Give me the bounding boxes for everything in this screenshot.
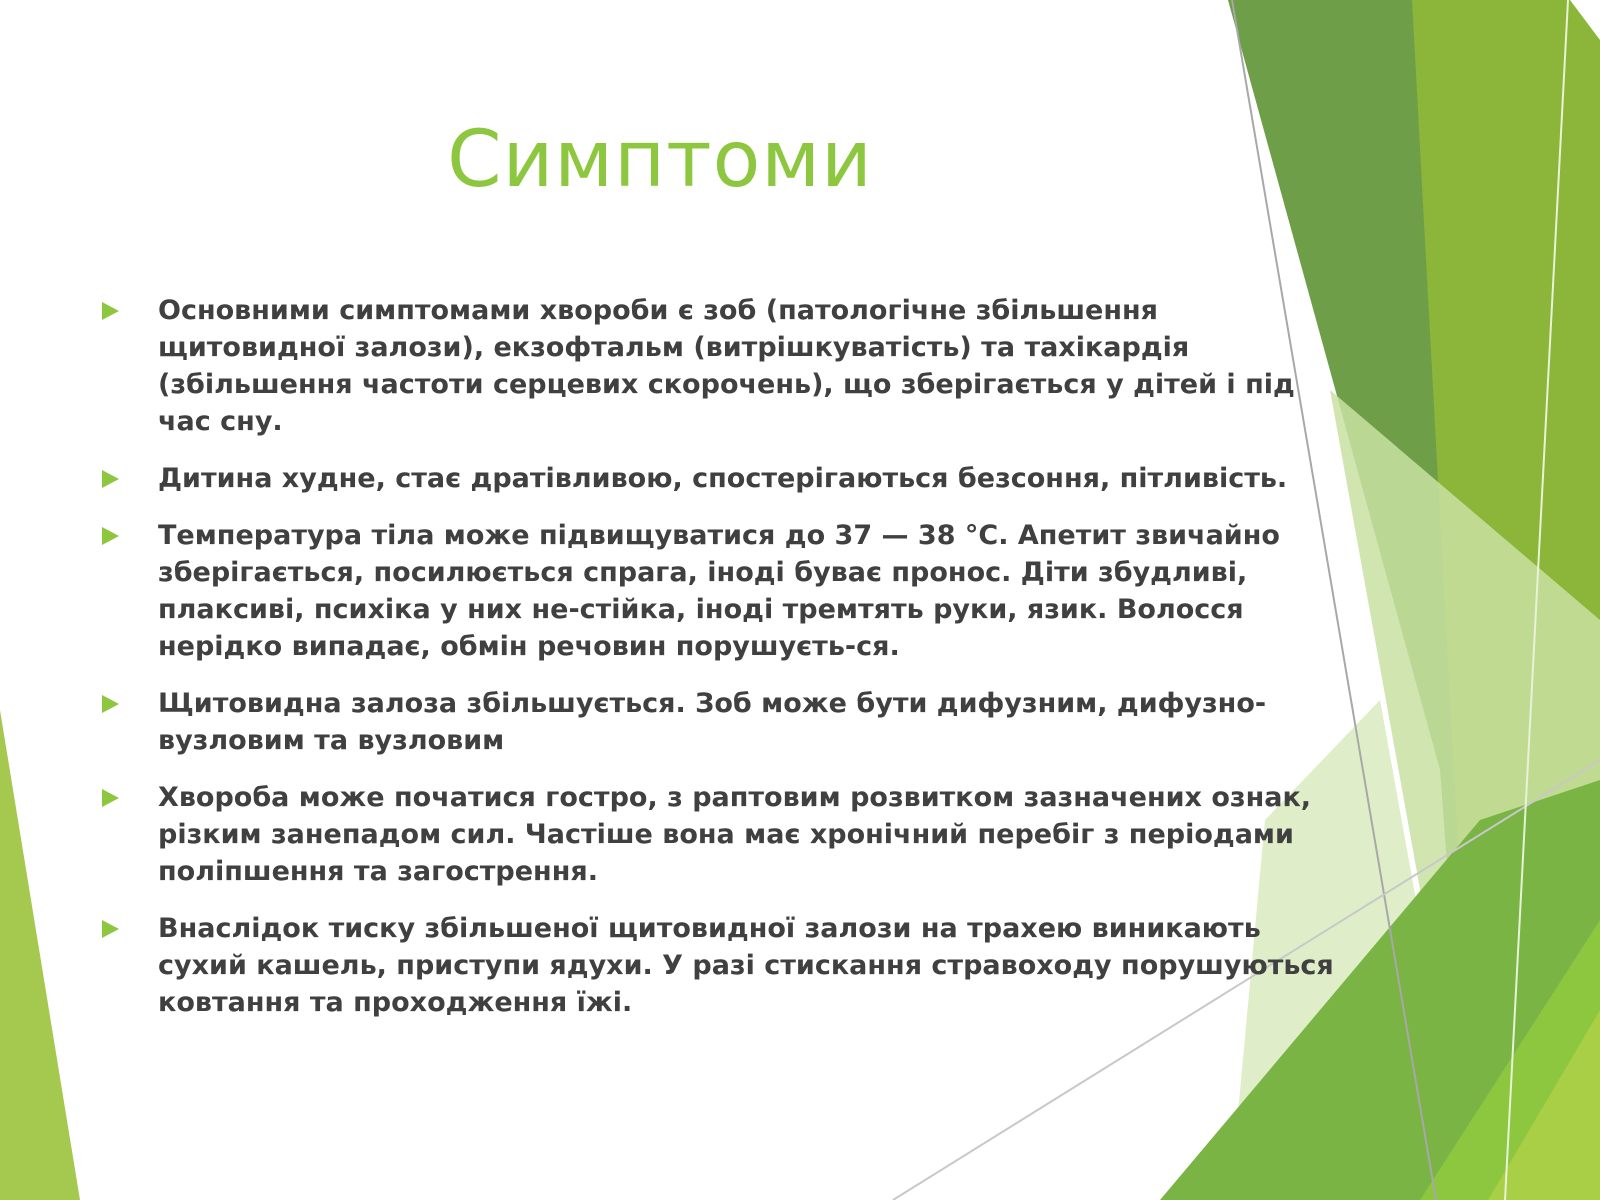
bullet-item — [98, 910, 1338, 1021]
bullet-item — [98, 292, 1338, 440]
bullet-text: Дитина худне, стає дратівливою, спостерігаються безсоння, пітливість. — [158, 463, 1288, 494]
triangle-right-icon — [102, 302, 119, 320]
triangle-right-icon — [102, 695, 119, 713]
bullet-text: Основними симптомами хвороби є зоб (патологічне збільшення щитовидної залози), екзофтальм (витрішкуватість) та тахікардія (збільшення частоти серцевих скорочень), що зберігається у дітей і під час сну. — [158, 295, 1295, 437]
bullet-list — [98, 292, 1338, 1041]
bullet-item — [98, 779, 1338, 890]
bullet-item — [98, 685, 1338, 759]
bullet-text: Внаслідок тиску збільшеної щитовидної залози на трахею виникають сухий кашель, приступи ядухи. У разі стискання стравоходу порушуються ковтання та проходження їжі. — [158, 913, 1334, 1018]
bullet-text: Температура тіла може підвищуватися до 37 — 38 °С. Апетит звичайно зберігається, посилюється спрага, іноді буває пронос. Діти збудливі, плаксиві, психіка у них не-стійка, іноді тремтять руки, язик. Волосся нерідко випадає, обмін речовин порушуєть-ся. — [158, 520, 1280, 662]
triangle-right-icon — [102, 920, 119, 938]
triangle-right-icon — [102, 527, 119, 545]
left-accent-shape — [0, 710, 80, 1200]
slide-title: Симптоми — [447, 115, 873, 205]
triangle-right-icon — [102, 470, 119, 488]
triangle-right-icon — [102, 789, 119, 807]
bullet-item — [98, 460, 1338, 497]
bullet-text: Хвороба може початися гостро, з раптовим розвитком зазначених ознак, різким занепадом сил. Частіше вона має хронічний перебіг з періодами поліпшення та загострення. — [158, 782, 1312, 887]
bullet-item — [98, 517, 1338, 665]
bullet-text: Щитовидна залоза збільшується. Зоб може бути дифузним, дифузно-вузловим та вузловим — [158, 688, 1267, 756]
